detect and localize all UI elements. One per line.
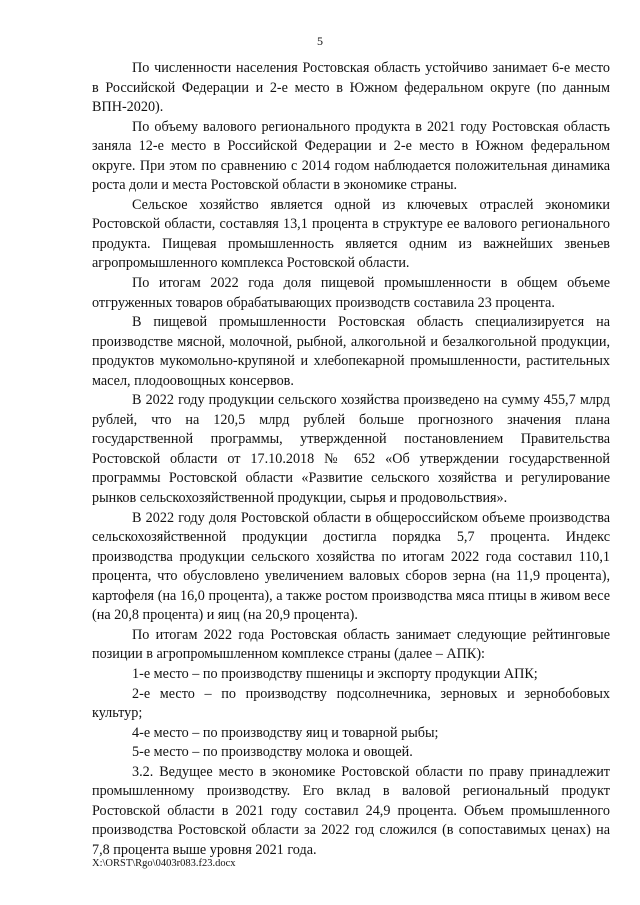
paragraph-agri-output: В 2022 году продукции сельского хозяйства произведено на сумму 455,7 млрд рублей, что на 120,5 млрд рублей больше прогнозного значения плана государственной программы, утвержденной постановлением Правительства Ростовской области от 17.10.2018 № 652 «Об утверждении государственной программы Ростовской области «Развитие сельского хозяйства и регулирование рынков сельскохозяйственной продукции, сырья и продовольствия». (92, 392, 610, 507)
list-item-rank-4: 4-е место – по производству яиц и товарной рыбы; (132, 724, 439, 741)
paragraph-agriculture: Сельское хозяйство является одной из ключевых отраслей экономики Ростовской области, составляя 13,1 процента в структуре ее валового регионального продукта. Пищевая промышленность является одним из важнейших звеньев агропромышленного комплекса Ростовской области. (92, 196, 610, 272)
paragraph-industry: 3.2. Ведущее место в экономике Ростовской области по праву принадлежит промышленному производству. Его вклад в валовой региональный продукт Ростовской области в 2021 году составил 24,9 процента. Объем промышленного производства Ростовской области за 2022 год сложился (в сопоставимых ценах) на 7,8 процента выше уровня 2021 года. (92, 763, 610, 858)
paragraph-grp: По объему валового регионального продукта в 2021 году Ростовская область заняла 12-е место в Российской Федерации и 2-е место в Южном федеральном округе. При этом по сравнению с 2014 годом наблюдается положительная динамика роста доли и места Ростовской области в экономике страны. (92, 118, 610, 194)
page-number: 5 (317, 34, 323, 48)
footer-file-path: X:\ORST\Rgo\0403r083.f23.docx (92, 858, 236, 869)
paragraph-rating-intro: По итогам 2022 года Ростовская область занимает следующие рейтинговые позиции в агропромышленном комплексе страны (далее – АПК): (92, 626, 610, 663)
list-item-rank-1: 1-е место – по производству пшеницы и экспорту продукции АПК; (132, 665, 538, 682)
paragraph-food-industry-share: По итогам 2022 года доля пищевой промышленности в общем объеме отгруженных товаров обрабатывающих производств составила 23 процента. (92, 275, 610, 311)
document-body (92, 59, 610, 860)
paragraph-population: По численности населения Ростовская область устойчиво занимает 6-е место в Российской Федерации и 2-е место в Южном федеральном округе (по данным ВПН-2020). (92, 60, 610, 116)
list-item-rank-5: 5-е место – по производству молока и овощей. (132, 744, 413, 761)
list-item-rank-2: 2-е место – по производству подсолнечника, зерновых и зернобобовых культур; (92, 685, 610, 722)
paragraph-agri-share: В 2022 году доля Ростовской области в общероссийском объеме производства сельскохозяйственной продукции достигла порядка 5,7 процента. Индекс производства продукции сельского хозяйства по итогам 2022 года составил 110,1 процента, что обусловлено увеличением валовых сборов зерна (на 11,9 процента), картофеля (на 16,0 процента), а также ростом производства мяса птицы в живом весе (на 20,8 процента) и яиц (на 20,9 процента). (92, 509, 610, 624)
paragraph-food-specialization: В пищевой промышленности Ростовская область специализируется на производстве мясной, молочной, рыбной, алкогольной и безалкогольной продукции, продуктов мукомольно-крупяной и хлебопекарной промышленности, растительных масел, плодоовощных консервов. (92, 314, 610, 389)
